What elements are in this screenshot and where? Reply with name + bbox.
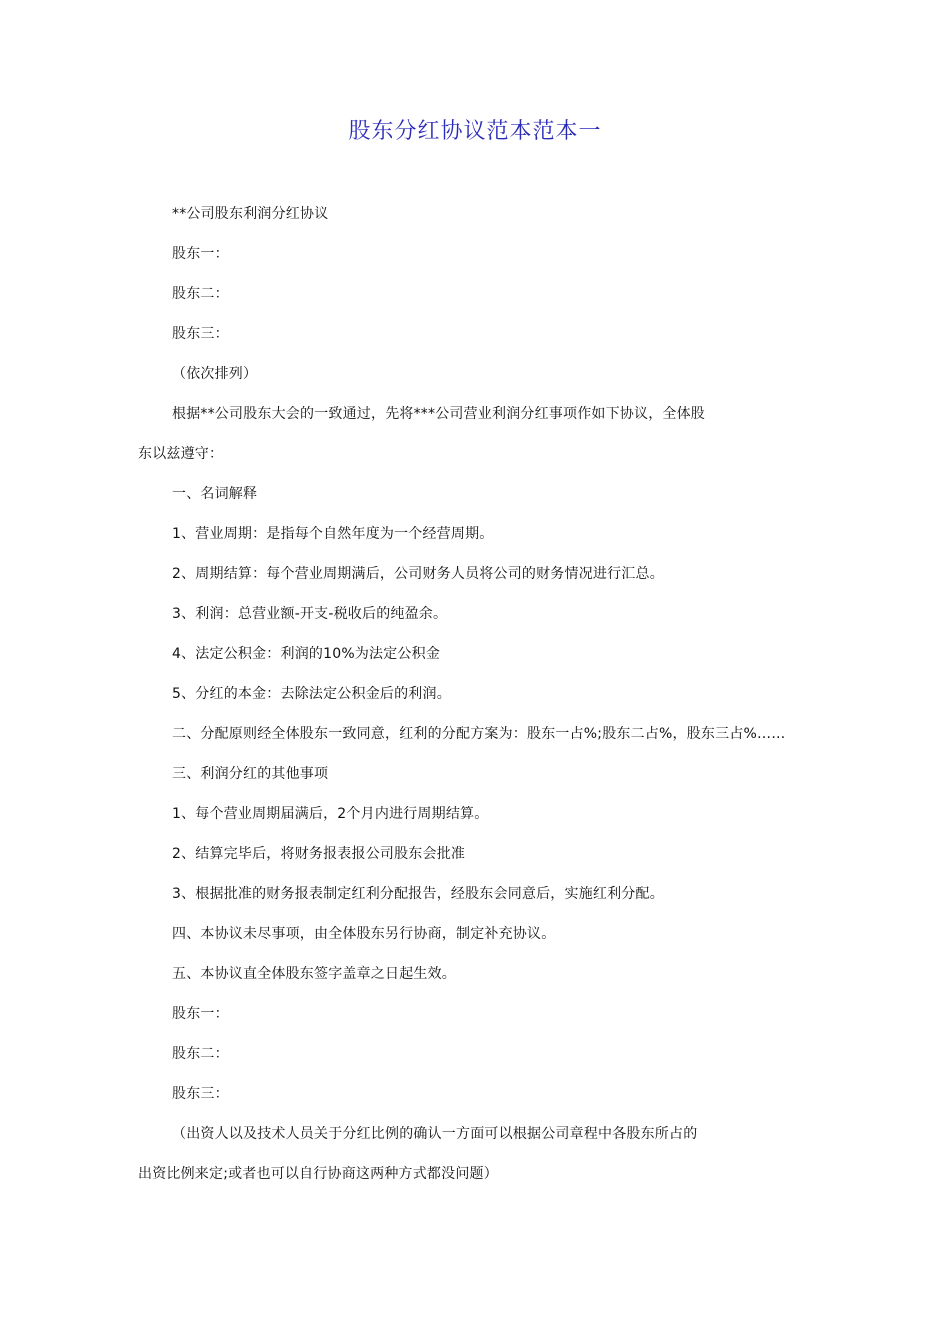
section-two-text: 二、分配原则经全体股东一致同意，红利的分配方案为：股东一占%;股东二占%，股东三占%……	[172, 726, 786, 742]
section-one-heading: 一、名词解释	[172, 486, 258, 502]
definition-item: 5、分红的本金：去除法定公积金后的利润。	[172, 686, 451, 702]
other-matters-item: 2、结算完毕后，将财务报表报公司股东会批准	[172, 846, 466, 862]
shareholder-three-label: 股东三：	[172, 326, 229, 342]
shareholder-one-label: 股东一：	[172, 246, 229, 262]
other-matters-item: 1、每个营业周期届满后，2个月内进行周期结算。	[172, 806, 489, 822]
shareholder-two-label: 股东二：	[172, 286, 229, 302]
section-four-text: 四、本协议未尽事项，由全体股东另行协商，制定补充协议。	[172, 926, 556, 942]
other-matters-item: 3、根据批准的财务报表制定红利分配报告，经股东会同意后，实施红利分配。	[172, 886, 664, 902]
preamble-line-1: 根据**公司股东大会的一致通过，先将***公司营业利润分红事项作如下协议，全体股	[172, 406, 705, 422]
signature-shareholder-two: 股东二：	[172, 1046, 229, 1062]
definition-item: 4、法定公积金：利润的10%为法定公积金	[172, 646, 441, 662]
definition-item: 2、周期结算：每个营业周期满后，公司财务人员将公司的财务情况进行汇总。	[172, 566, 664, 582]
closing-note-line-1: （出资人以及技术人员关于分红比例的确认一方面可以根据公司章程中各股东所占的	[172, 1126, 698, 1142]
preamble-line-2: 东以兹遵守：	[138, 446, 224, 462]
signature-shareholder-one: 股东一：	[172, 1006, 229, 1022]
closing-note-line-2: 出资比例来定;或者也可以自行协商这两种方式都没问题）	[138, 1166, 498, 1182]
section-five-text: 五、本协议直全体股东签字盖章之日起生效。	[172, 966, 456, 982]
order-note: （依次排列）	[172, 366, 258, 382]
definition-item: 1、营业周期：是指每个自然年度为一个经营周期。	[172, 526, 494, 542]
agreement-heading: **公司股东利润分红协议	[172, 206, 329, 222]
section-three-heading: 三、利润分红的其他事项	[172, 766, 329, 782]
signature-shareholder-three: 股东三：	[172, 1086, 229, 1102]
document-title: 股东分红协议范本范本一	[348, 119, 602, 144]
definition-item: 3、利润：总营业额-开支-税收后的纯盈余。	[172, 606, 448, 622]
